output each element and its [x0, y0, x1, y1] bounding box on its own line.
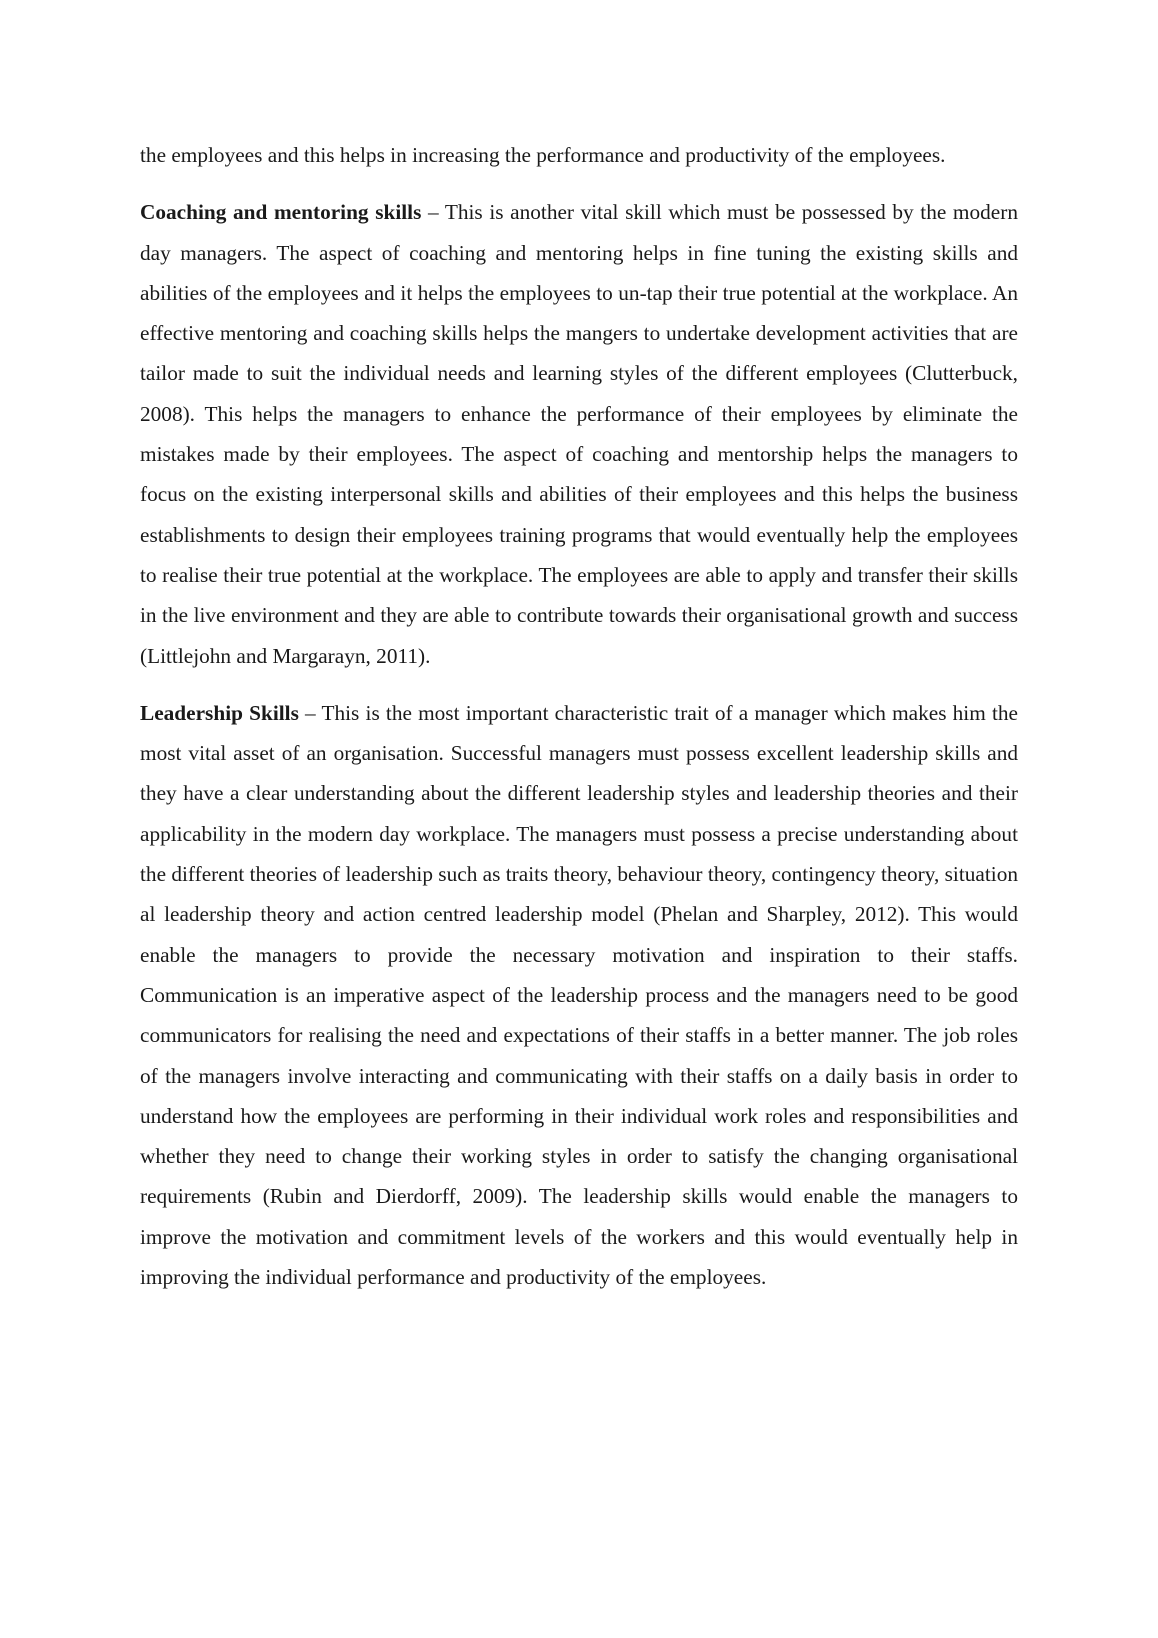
heading-separator: – [421, 200, 445, 225]
document-body [140, 135, 1018, 1297]
paragraph-text: This is another vital skill which must be possessed by the modern day managers. The aspect of coaching and mentoring helps in fine tuning the existing skills and abilities of the employees and it helps the employees to un-tap their true potential at the workplace. An effective mentoring and coaching skills helps the mangers to undertake development activities that are tailor made to suit the individual needs and learning styles of the different employees (Clutterbuck, 2008). This helps the managers to enhance the performance of their employees by eliminate the mistakes made by their employees. The aspect of coaching and mentorship helps the managers to focus on the existing interpersonal skills and abilities of their employees and this helps the business establishments to design their employees training programs that would eventually help the employees to realise their true potential at the workplace. The employees are able to apply and transfer their skills in the live environment and they are able to contribute towards their organisational growth and success (Littlejohn and Margarayn, 2011). [140, 200, 1018, 668]
paragraph-heading: Coaching and mentoring skills [140, 200, 422, 225]
paragraph-leadership [140, 693, 1018, 1297]
paragraph-coaching-mentoring [140, 192, 1018, 676]
paragraph-text: the employees and this helps in increasing the performance and productivity of the employees. [140, 143, 946, 167]
paragraph-text: This is the most important characteristic trait of a manager which makes him the most vital asset of an organisation. Successful managers must possess excellent leadership skills and they have a clear understanding about the different leadership styles and leadership theories and their applicability in the modern day workplace. The managers must possess a precise understanding about the different theories of leadership such as traits theory, behaviour theory, contingency theory, situation al leadership theory and action centred leadership model (Phelan and Sharpley, 2012). This would enable the managers to provide the necessary motivation and inspiration to their staffs. Communication is an imperative aspect of the leadership process and the managers need to be good communicators for realising the need and expectations of their staffs in a better manner. The job roles of the managers involve interacting and communicating with their staffs on a daily basis in order to understand how the employees are performing in their individual work roles and responsibilities and whether they need to change their working styles in order to satisfy the changing organisational requirements (Rubin and Dierdorff, 2009). The leadership skills would enable the managers to improve the motivation and commitment levels of the workers and this would eventually help in improving the individual performance and productivity of the employees. [140, 700, 1018, 1290]
paragraph-heading: Leadership Skills [140, 700, 299, 725]
paragraph-continuation [140, 135, 1018, 175]
heading-separator: – [298, 700, 322, 725]
